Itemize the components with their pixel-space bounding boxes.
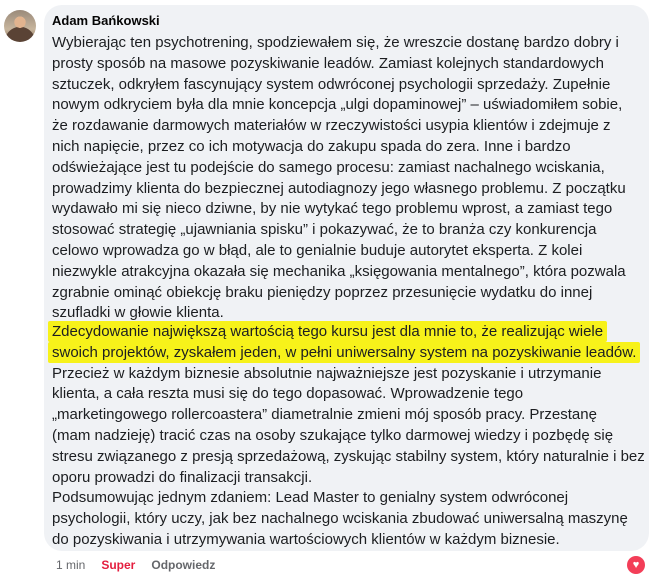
text-line: do pozyskiwania i utrzymywania wartościowych klientów w każdym biznesie. (52, 530, 560, 548)
comment-actions (56, 558, 215, 572)
reply-button[interactable]: Odpowiedz (151, 558, 216, 572)
comment-author[interactable]: Adam Bańkowski (52, 13, 160, 28)
text-line: odświeżające jest tu podejście do samego procesu: zamiast nachalnego wciskania, (52, 158, 605, 176)
highlighted-line (52, 343, 644, 364)
heart-icon[interactable]: ♥ (627, 556, 645, 574)
highlight-text: swoich projektów, zyskałem jeden, w pełni uniwersalny system na pozyskiwanie leadów. (48, 342, 640, 363)
like-button[interactable]: Super (101, 558, 136, 572)
text-line: niezwykle atrakcyjna okazała się mechanika „księgowania mentalnego”, która pozwala (52, 262, 626, 280)
text-line: celowo wprowadza go w błąd, ale to genialnie buduje autorytet eksperta. Z kolei (52, 241, 583, 259)
text-line: prosty sposób na masowe pozyskiwanie leadów. Zamiast kolejnych standardowych (52, 54, 604, 72)
comment-bubble (44, 5, 649, 551)
text-line: Przecież w każdym biznesie absolutnie najważniejsze jest pozyskanie i utrzymanie (52, 364, 602, 382)
text-line: „marketingowego rollercoastera” diametralnie zmieni mój sposób pracy. Przestanę (52, 406, 597, 424)
text-line: szufladki w głowie klienta. (52, 304, 224, 322)
text-line: zgrabnie ominąć obiekcję braku pieniędzy poprzez przesunięcie wydatku do innej (52, 283, 593, 301)
text-line: oporu prowadzi do finalizacji transakcji. (52, 468, 313, 486)
comment-paragraph-2 (52, 322, 644, 488)
text-line: stosować strategię „ujawniania spisku” i pokazywać, że to branża czy konkurencja (52, 221, 597, 239)
text-line: prowadzimy klienta do bezpiecznej autodiagnozy jego własnego problemu. Z początku (52, 179, 626, 197)
text-line: stresu związanego z presją sprzedażową, zyskując stabilny system, który naturalnie i bez (52, 447, 645, 465)
text-line: że rozdawanie darmowych materiałów w rzeczywistości usypia klientów i zdejmuje z (52, 117, 611, 135)
avatar[interactable] (4, 10, 36, 42)
text-line: Podsumowując jednym zdaniem: Lead Master to genialny system odwróconej (52, 489, 569, 506)
text-line: nowym odkryciem była dla mnie koncepcja „ulgi dopaminowej” – uświadomiłem sobie, (52, 96, 623, 114)
comment-paragraph-3 (52, 488, 644, 550)
text-line: wydawało mi się nieco dziwne, by nie wytykać tego problemu wprost, a zamiast tego (52, 200, 613, 218)
comment-timestamp[interactable]: 1 min (56, 558, 86, 572)
text-line: klienta, a cała reszta musi się do tego dopasować. Wprowadzenie tego (52, 385, 524, 403)
highlight-text: Zdecydowanie największą wartością tego kursu jest dla mnie to, że realizując wiele (48, 321, 607, 342)
text-line: nich napięcie, przez co ich motywacja do zakupu spada do zera. Inne i bardzo (52, 137, 571, 155)
text-line: (mam nadzieję) tracić czas na osoby szukające tylko darmowej wiedzy i pozbędę się (52, 426, 614, 444)
text-line: Wybierając ten psychotrening, spodziewałem się, że wreszcie dostanę bardzo dobry i (52, 34, 619, 51)
highlighted-line (52, 322, 644, 343)
text-line: psychologii, który uczy, jak bez nachalnego wciskania zbudować uniwersalną maszynę (52, 509, 628, 527)
text-line: sztuczek, odkryłem fascynujący system odwróconej psychologii sprzedaży. Zupełnie (52, 75, 611, 93)
comment-paragraph-1 (52, 33, 644, 324)
